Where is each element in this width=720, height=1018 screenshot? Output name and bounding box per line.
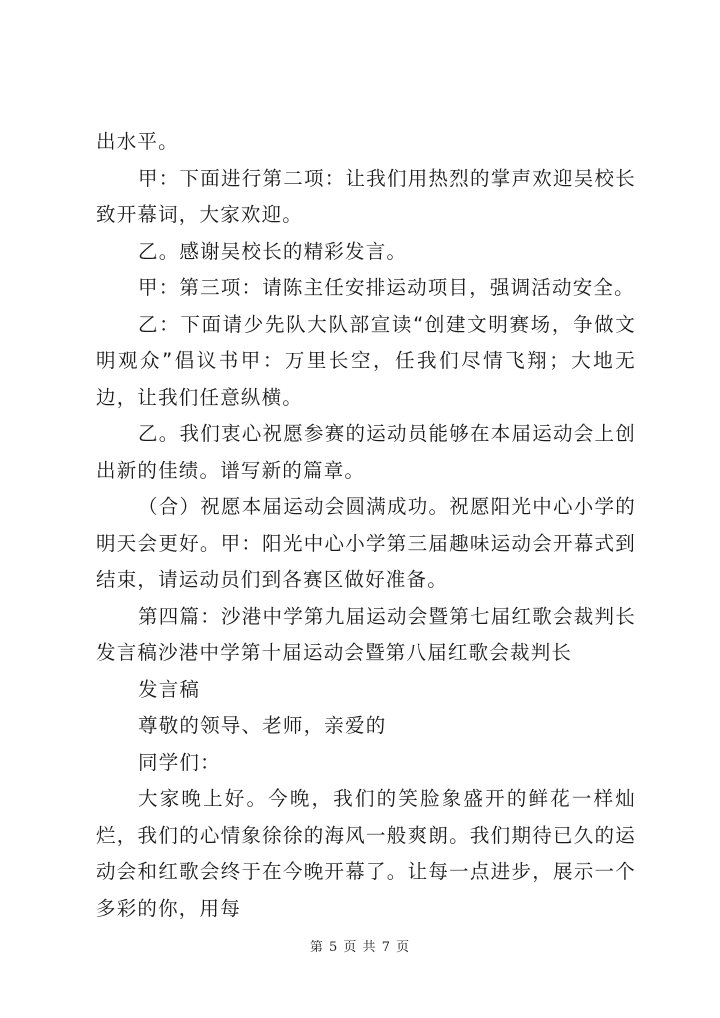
- paragraph-4: 甲：第三项：请陈主任安排运动项目，强调活动安全。: [138, 276, 635, 299]
- paragraph-6: 乙。我们衷心祝愿参赛的运动员能够在本届运动会上创出新的佳绩。谱写新的篇章。: [96, 422, 636, 482]
- page-footer: 第 5 页 共 7 页: [309, 940, 411, 955]
- paragraph-7: （合）祝愿本届运动会圆满成功。祝愿阳光中心小学的明天会更好。甲：阳光中心小学第三届趣味运动会开幕式到结束，请运动员们到各赛区做好准备。: [96, 495, 636, 591]
- paragraph-5: 乙：下面请少先队大队部宣读“创建文明赛场，争做文明观众”倡议书甲：万里长空，任我们尽情飞翔；大地无边，让我们任意纵横。: [96, 312, 636, 409]
- paragraph-8: 第四篇：沙港中学第九届运动会暨第七届红歌会裁判长发言稿沙港中学第十届运动会暨第八届红歌会裁判长: [96, 604, 636, 664]
- paragraph-12: 大家晚上好。今晚，我们的笑脸象盛开的鲜花一样灿烂，我们的心情象徐徐的海风一般爽朗。我们期待已久的运动会和红歌会终于在今晚开幕了。让每一点进步，展示一个多彩的你，用每: [96, 787, 636, 920]
- paragraph-2: 甲：下面进行第二项：让我们用热烈的掌声欢迎吴校长致开幕词，大家欢迎。: [96, 166, 636, 226]
- paragraph-1: 出水平。: [96, 130, 179, 153]
- paragraph-11: 同学们：: [138, 750, 221, 774]
- paragraph-10: 尊敬的领导、老师，亲爱的: [138, 714, 387, 737]
- paragraph-9: 发言稿: [138, 677, 201, 701]
- document-body: [96, 124, 636, 927]
- paragraph-3: 乙。感谢吴校长的精彩发言。: [138, 239, 408, 263]
